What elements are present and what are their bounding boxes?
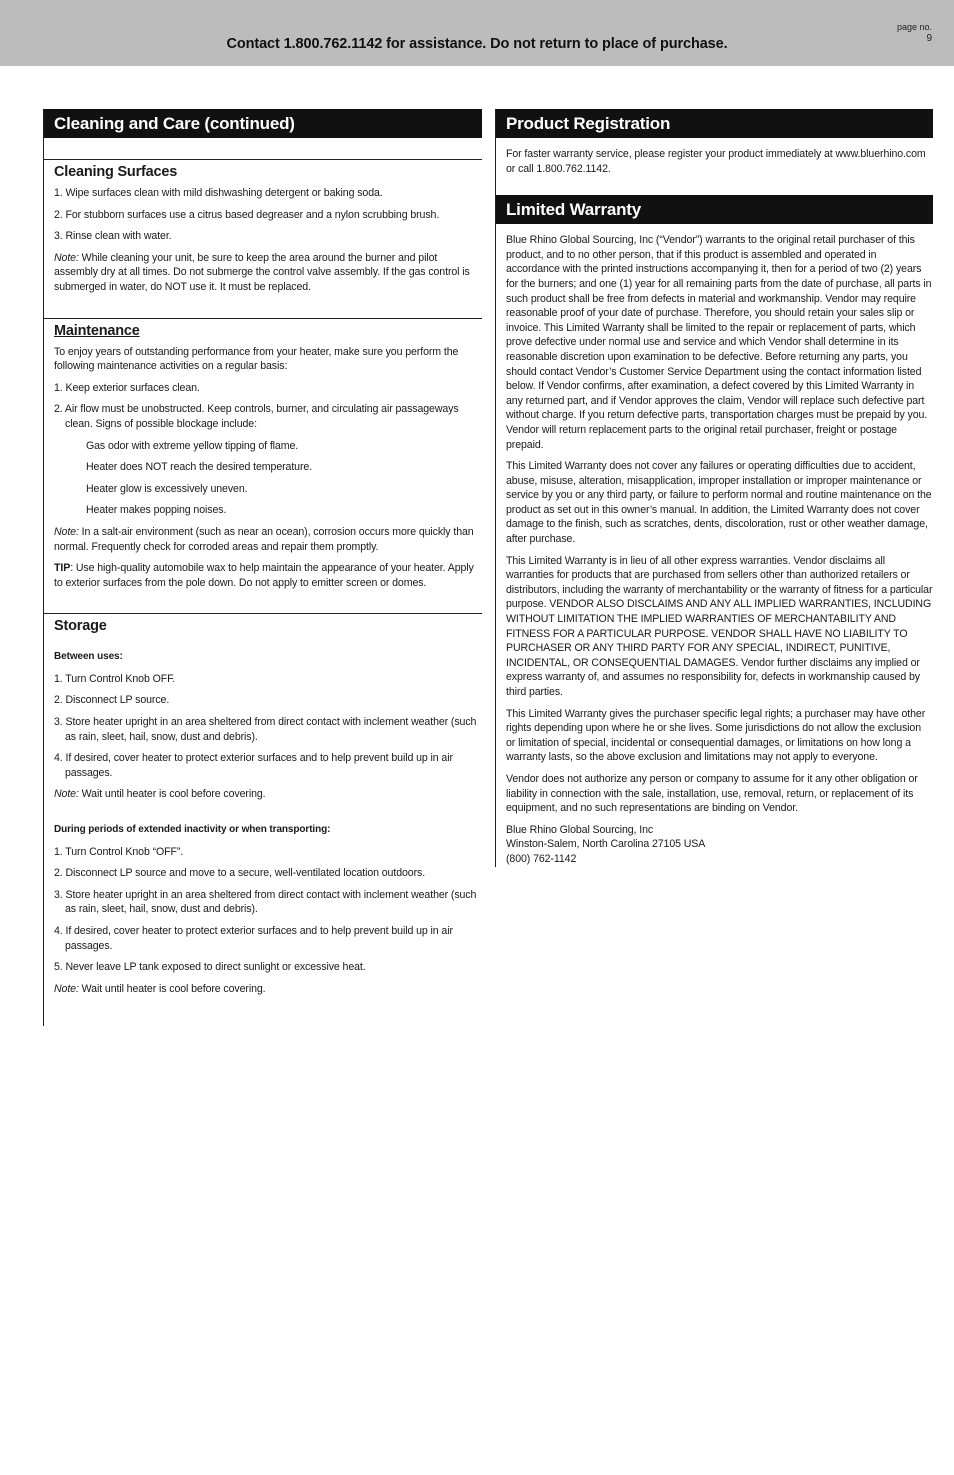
- storage-note: [54, 787, 482, 802]
- note-text: While cleaning your unit, be sure to keep the area around the burner and pilot assembly dry at all times. Do not submerge the control valve assembly. If the gas control is submerged in water, do NOT use it. It must be replaced.: [54, 251, 470, 293]
- note-label: Note:: [54, 251, 79, 264]
- list-item: 1. Wipe surfaces clean with mild dishwashing detergent or baking soda.: [54, 187, 383, 199]
- storage-heading: Storage: [44, 613, 482, 634]
- note-text: Wait until heater is cool before covering.: [78, 788, 266, 801]
- list-item: 2. Air flow must be unobstructed. Keep controls, burner, and circulating air passageways clean. Signs of possible blockage include:: [54, 403, 459, 430]
- note-label: Note:: [54, 982, 79, 995]
- page-number-block: [897, 21, 932, 45]
- list-item: 3. Store heater upright in an area sheltered from direct contact with inclement weather (such as rain, sleet, hail, snow, dust and debris).: [54, 888, 477, 916]
- list-item: 4. If desired, cover heater to protect exterior surfaces and to help prevent build up in air passages.: [54, 925, 453, 952]
- list-item: 1. Keep exterior surfaces clean.: [54, 381, 200, 394]
- cleaning-surfaces-heading: Cleaning Surfaces: [44, 159, 482, 180]
- storage-body: [44, 650, 482, 996]
- cleaning-care-title: Cleaning and Care (continued): [44, 109, 482, 138]
- blockage-sign: Heater makes popping noises.: [86, 504, 227, 517]
- extended-inactivity-label: During periods of extended inactivity or when transporting:: [54, 824, 331, 836]
- address-line: Blue Rhino Global Sourcing, Inc: [506, 823, 654, 836]
- registration-body: [496, 147, 933, 176]
- list-item: 1. Turn Control Knob “OFF”.: [54, 845, 184, 858]
- blockage-sign: Heater glow is excessively uneven.: [86, 482, 248, 495]
- maintenance-heading: [44, 318, 482, 339]
- left-column: [43, 109, 482, 1026]
- blockage-sign: Gas odor with extreme yellow tipping of flame.: [86, 439, 299, 452]
- maintenance-tip: [54, 561, 482, 590]
- list-item: 2. For stubborn surfaces use a citrus based degreaser and a nylon scrubbing brush.: [54, 208, 440, 221]
- warranty-paragraph: This Limited Warranty gives the purchaser specific legal rights; a purchaser may have other rights depending upon where he or she lives. Some jurisdictions do not allow the exclusion or limitation of special, incidental or consequential damages, or limitations on how long a warranty lasts, so the above exclusion and limitations may not apply to everyone.: [506, 707, 926, 764]
- list-item: 5. Never leave LP tank exposed to direct sunlight or excessive heat.: [54, 961, 366, 974]
- vendor-address: [506, 823, 933, 867]
- warranty-body: [496, 233, 933, 866]
- warranty-paragraph: This Limited Warranty does not cover any failures or operating difficulties due to accident, abuse, misuse, alteration, misapplication, improper installation or improper maintenance or service by you or any third party, or failure to perform normal and routine maintenance on the product as set out in this owner’s manual. In addition, the Limited Warranty does not cover damage to the finish, such as scratches, dents, discoloration, rust or other weather damage, after purchase.: [506, 460, 932, 546]
- page-number-label: page no.: [896, 22, 932, 32]
- note-text: In a salt-air environment (such as near an ocean), corrosion occurs more quickly than normal. Frequently check for corroded areas and repair them promptly.: [54, 525, 474, 553]
- registration-text: For faster warranty service, please register your product immediately at www.bluerhino.com or call 1.800.762.1142.: [506, 148, 926, 175]
- contact-banner: Contact 1.800.762.1142 for assistance. Do not return to place of purchase.: [226, 36, 728, 52]
- list-item: 1. Turn Control Knob OFF.: [54, 672, 176, 685]
- note-text: Wait until heater is cool before covering.: [78, 982, 266, 995]
- address-line: (800) 762-1142: [506, 852, 577, 865]
- list-item: 3. Rinse clean with water.: [54, 230, 172, 243]
- maintenance-intro: To enjoy years of outstanding performance from your heater, make sure you perform the following maintenance activities on a regular basis:: [54, 345, 459, 373]
- blockage-sign: Heater does NOT reach the desired temperature.: [86, 461, 313, 474]
- limited-warranty-title: Limited Warranty: [496, 195, 933, 224]
- warranty-paragraph: Blue Rhino Global Sourcing, Inc (“Vendor”) warrants to the original retail purchaser of this product, and to no other person, that if this product is assembled and operated in accordance with the printed instructions accompanying it, then for a period of two (2) years for the burners; and one (1) year for all remaining parts from the date of purchase, all parts in such product shall be free from defects in material and workmanship. Vendor may require reasonable proof of your date of purchase. Therefore, you should retain your sales slip or invoice. This Limited Warranty shall be limited to the repair or replacement of parts, which prove defective under normal use and service and which Vendor shall determine in its reasonable discretion upon examination to be defective. Before returning any parts, you should contact Vendor’s Customer Service Department using the contact information listed below. If Vendor confirms, after examination, a defect covered by this Limited Warranty in any returned part, and if Vendor approves the claim, Vendor will replace such defective part without charge. If you return defective parts, transportation charges must be prepaid by you. Vendor will return replacement parts to the original retail purchaser, freight or postage prepaid.: [506, 234, 932, 451]
- note-label: Note:: [54, 525, 79, 538]
- maintenance-note: [54, 525, 482, 554]
- right-column: [495, 109, 933, 867]
- tip-text: : Use high-quality automobile wax to help maintain the appearance of your heater. Apply to exterior surfaces from the pole down. Do not apply to emitter screen or domes.: [54, 562, 474, 589]
- product-registration-title: Product Registration: [496, 109, 933, 138]
- between-uses-label: Between uses:: [54, 651, 123, 663]
- storage-note: [54, 982, 482, 997]
- warranty-paragraph: This Limited Warranty is in lieu of all other express warranties. Vendor disclaims all warranties for products that are purchased from sellers other than authorized retailers or distributors, including the warranty of merchantability or the warranty of fitness for a particular purpose. VENDOR ALSO DISCLAIMS AND ANY ALL IMPLIED WARRANTIES, INCLUDING WITHOUT LIMITATION THE IMPLIED WARRANTIES OF MERCHANTABILITY AND FITNESS FOR A PARTICULAR PURPOSE. VENDOR SHALL HAVE NO LIABILITY TO PURCHASER OR ANY THIRD PARTY FOR ANY SPECIAL, INDIRECT, PUNITIVE, INCIDENTAL, OR CONSEQUENTIAL DAMAGES. Vendor further disclaims any implied or express warranty of, and assumes no responsibility for, defects in workmanship caused by third parties.: [506, 554, 933, 698]
- tip-label: TIP: [54, 562, 71, 575]
- maintenance-heading-text: Maintenance: [54, 322, 140, 339]
- maintenance-body: [44, 345, 482, 591]
- list-item: 2. Disconnect LP source and move to a secure, well-ventilated location outdoors.: [54, 867, 426, 880]
- list-item: 4. If desired, cover heater to protect exterior surfaces and to help prevent build up in air passages.: [54, 752, 453, 779]
- address-line: Winston-Salem, North Carolina 27105 USA: [506, 838, 706, 851]
- list-item: 3. Store heater upright in an area sheltered from direct contact with inclement weather (such as rain, sleet, hail, snow, dust and debris).: [54, 716, 477, 743]
- page-number: 9: [926, 33, 932, 44]
- warranty-paragraph: Vendor does not authorize any person or company to assume for it any other obligation or liability in connection with the sale, installation, use, removal, return, or replacement of its equipment, and no such representations are binding on Vendor.: [506, 772, 918, 815]
- list-item: 2. Disconnect LP source.: [54, 694, 170, 707]
- cleaning-note: [54, 251, 482, 295]
- note-label: Note:: [54, 788, 79, 801]
- header-bar: [0, 0, 954, 66]
- cleaning-surfaces-body: [44, 186, 482, 295]
